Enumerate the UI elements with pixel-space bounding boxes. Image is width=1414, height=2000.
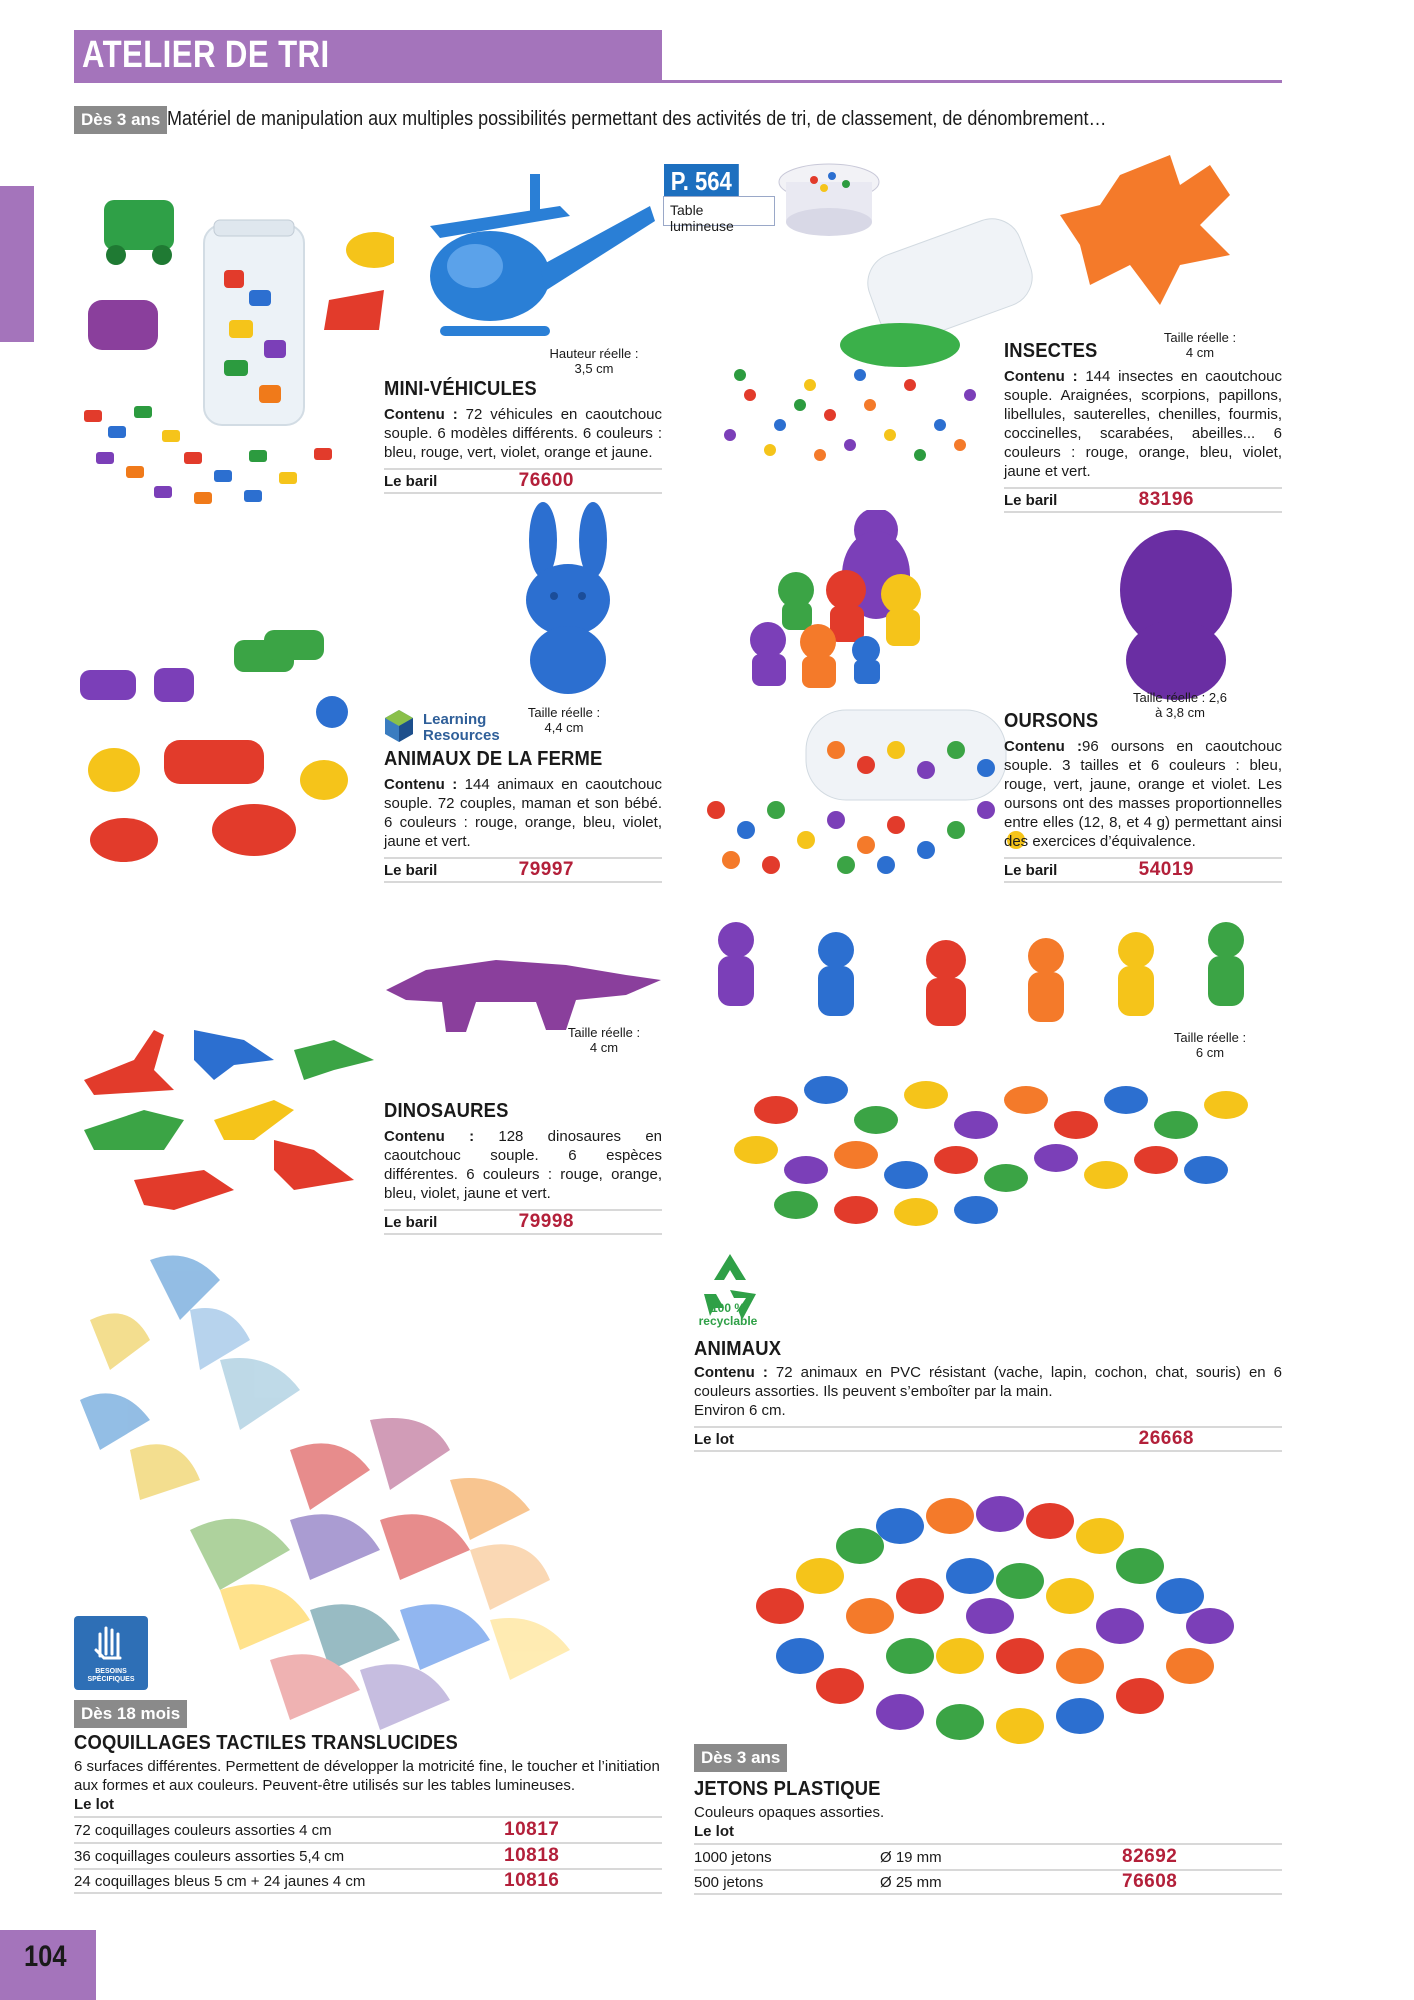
product-code[interactable]: 79997	[518, 859, 574, 880]
product-code[interactable]: 76600	[518, 470, 574, 491]
size-note-line: Hauteur réelle :	[549, 346, 639, 361]
product-title: JETONS PLASTIQUE	[694, 1778, 881, 1800]
content-label: Contenu :	[384, 406, 458, 423]
besoins-text: SPÉCIFIQUES	[87, 1676, 135, 1683]
product-description	[384, 775, 662, 851]
besoins-specifiques-icon	[74, 1616, 148, 1690]
coquillages-image	[70, 1250, 670, 1750]
helicopter-illustration	[420, 166, 660, 366]
table-row[interactable]	[74, 1842, 662, 1868]
animaux-illustration	[696, 920, 1286, 1250]
size-note-line: Taille réelle :	[567, 1025, 641, 1040]
jetons-table	[694, 1843, 1282, 1895]
table-row[interactable]	[694, 1869, 1282, 1895]
content-label: Contenu :	[1004, 368, 1078, 385]
jetons-block	[694, 1778, 1282, 1895]
content-label: Contenu :	[1004, 738, 1082, 755]
price-row[interactable]	[694, 1426, 1282, 1452]
coquillages-block	[74, 1732, 662, 1894]
price-row[interactable]	[1004, 857, 1282, 883]
product-code[interactable]: 10818	[504, 1845, 560, 1866]
price-row[interactable]	[384, 1209, 662, 1235]
side-tab	[0, 186, 34, 342]
vehicules-size-note	[534, 346, 654, 376]
vehicules-image	[74, 180, 394, 510]
content-label: Contenu :	[384, 1128, 475, 1145]
dinosaures-illustration	[74, 1010, 374, 1220]
learning-resources-logo-mark	[385, 706, 503, 746]
content-text: 144 animaux en caoutchouc souple. 72 couples, maman et son bébé. 6 couleurs : rouge, orange, bleu, violet, jaune et vert.	[384, 776, 663, 850]
insectes-block	[1004, 340, 1282, 513]
animaux-size-note	[1150, 1030, 1270, 1060]
unit-label: Le baril	[384, 472, 438, 490]
dinosaures-size-note	[544, 1025, 664, 1055]
product-code[interactable]: 83196	[1138, 489, 1194, 510]
animaux-block	[694, 1338, 1282, 1452]
product-code[interactable]: 76608	[1122, 1871, 1178, 1892]
header-rule	[74, 80, 1282, 83]
jetons-image	[720, 1486, 1260, 1746]
besoins-text: BESOINS	[95, 1668, 127, 1675]
product-code[interactable]: 26668	[1138, 1428, 1194, 1449]
size-note-line: 3,5 cm	[574, 361, 614, 376]
table-row[interactable]	[74, 1816, 662, 1842]
recycle-icon	[690, 1250, 770, 1332]
rabbit-illustration	[498, 500, 638, 700]
coquillages-illustration	[70, 1250, 670, 1750]
product-code[interactable]: 82692	[1122, 1846, 1178, 1867]
hand-icon	[74, 1616, 148, 1666]
size-note-line: 6 cm	[1195, 1045, 1225, 1060]
size-note-line: 4,4 cm	[544, 720, 584, 735]
product-description: Couleurs opaques assorties.	[694, 1804, 885, 1821]
price-row[interactable]	[384, 468, 662, 494]
coquillages-age-badge: Dès 18 mois	[74, 1700, 187, 1728]
size-note-line: à 3,8 cm	[1155, 705, 1205, 720]
product-title: DINOSAURES	[384, 1100, 509, 1122]
unit-label: Le baril	[1004, 491, 1058, 509]
product-description	[1004, 367, 1282, 481]
product-title: ANIMAUX DE LA FERME	[384, 748, 603, 770]
product-code[interactable]: 10817	[504, 1819, 560, 1840]
product-title: COQUILLAGES TACTILES TRANSLUCIDES	[74, 1732, 458, 1754]
unit-label: Le baril	[384, 1213, 438, 1231]
product-description	[1004, 737, 1282, 851]
oursons-block	[1004, 710, 1282, 883]
product-title: ANIMAUX	[694, 1338, 782, 1360]
animaux-image	[696, 920, 1286, 1250]
helicopter-image	[420, 166, 660, 366]
row-label: 36 coquillages couleurs assorties 5,4 cm	[74, 1847, 345, 1865]
size-note-line: Taille réelle : 2,6	[1133, 690, 1227, 705]
content-text: 72 véhicules en caoutchouc souple. 6 modèles différents. 6 couleurs : bleu, rouge, vert, violet, orange et jaune.	[384, 406, 663, 461]
size-note-line: Taille réelle :	[1173, 1030, 1247, 1045]
ferme-block	[384, 748, 662, 883]
size-note-line: 4 cm	[1185, 345, 1215, 360]
rabbit-image	[498, 500, 638, 700]
content-label: Contenu :	[384, 776, 458, 793]
crossref-label: Table lumineuse	[663, 196, 775, 226]
page-title: ATELIER DE TRI	[82, 34, 330, 76]
content-text: 144 insectes en caoutchouc souple. Araignées, scorpions, papillons, libellules, sauterelles, chenilles, fourmis, coccinelles, scarabées, abeilles... 6 couleurs : rouge, orange, bleu, violet, jaune et vert.	[1004, 368, 1282, 480]
product-description-2: Environ 6 cm.	[694, 1402, 786, 1419]
content-text: 128 dinosaures en caoutchouc souple. 6 espèces différentes. 6 couleurs : rouge, orange, bleu, violet, jaune et vert.	[384, 1128, 663, 1202]
row-label: 1000 jetons	[694, 1848, 772, 1866]
content-text: 72 animaux en PVC résistant (vache, lapin, cochon, chat, souris) en 6 couleurs assorties. Ils peuvent s’emboîter par la main.	[694, 1364, 1283, 1400]
ferme-size-note	[504, 705, 624, 735]
product-code[interactable]: 79998	[518, 1211, 574, 1232]
jetons-age-badge: Dès 3 ans	[694, 1744, 787, 1772]
unit-label: Le lot	[694, 1823, 734, 1840]
ferme-illustration	[74, 620, 374, 880]
product-description: 6 surfaces différentes. Permettent de développer la motricité fine, le toucher et l’initiation aux formes et aux couleurs. Peuvent-être utilisés sur les tables lumineuses.	[74, 1758, 660, 1794]
coquillages-table	[74, 1816, 662, 1894]
unit-label: Le baril	[384, 861, 438, 879]
vehicules-block	[384, 378, 662, 494]
logo-text-1: Learning	[423, 711, 487, 728]
size-note-line: 4 cm	[589, 1040, 619, 1055]
product-description	[384, 405, 662, 462]
row-size: Ø 25 mm	[880, 1873, 942, 1891]
content-text: 96 oursons en caoutchouc souple. 3 tailles et 6 couleurs : bleu, rouge, vert, jaune, orange et violet. Les oursons ont des masses proportionnelles entre elles (12, 8, et 4 g) permettant ainsi des exercices d’équivalence.	[1004, 738, 1282, 850]
unit-label: Le lot	[74, 1796, 114, 1813]
vehicules-illustration	[74, 180, 394, 510]
content-label: Contenu :	[694, 1364, 768, 1381]
unit-label: Le lot	[694, 1430, 734, 1448]
row-label: 24 coquillages bleus 5 cm + 24 jaunes 4 cm	[74, 1872, 366, 1890]
ferme-image	[74, 620, 374, 880]
unit-label: Le baril	[1004, 861, 1058, 879]
table-row[interactable]	[694, 1843, 1282, 1869]
table-row[interactable]	[74, 1868, 662, 1894]
age-badge: Dès 3 ans	[74, 106, 167, 134]
crossref-page-tag[interactable]: P. 564	[664, 164, 739, 199]
row-size: Ø 19 mm	[880, 1848, 942, 1866]
dinosaures-image	[74, 1010, 374, 1220]
product-code[interactable]: 10816	[504, 1870, 560, 1891]
product-code[interactable]: 54019	[1138, 859, 1194, 880]
product-title: INSECTES	[1004, 340, 1098, 362]
recycle-text: recyclable	[698, 1314, 758, 1328]
product-description	[694, 1363, 1282, 1401]
product-description	[384, 1127, 662, 1203]
row-label: 72 coquillages couleurs assorties 4 cm	[74, 1821, 332, 1839]
logo-text-2: Resources	[423, 727, 500, 744]
recycle-text: 100 %	[710, 1301, 746, 1315]
intro-text: Matériel de manipulation aux multiples possibilités permettant des activités de tri, de classement, de dénombrement…	[167, 108, 1107, 130]
row-label: 500 jetons	[694, 1873, 764, 1891]
dinosaures-block	[384, 1100, 662, 1235]
page-number: 104	[24, 1940, 67, 1973]
product-title: OURSONS	[1004, 710, 1099, 732]
product-title: MINI-VÉHICULES	[384, 378, 537, 400]
size-note-line: Taille réelle :	[527, 705, 601, 720]
price-row[interactable]	[384, 857, 662, 883]
size-note-line: Taille réelle :	[1163, 330, 1237, 345]
jetons-illustration	[720, 1486, 1260, 1746]
learning-resources-logo	[385, 706, 503, 746]
